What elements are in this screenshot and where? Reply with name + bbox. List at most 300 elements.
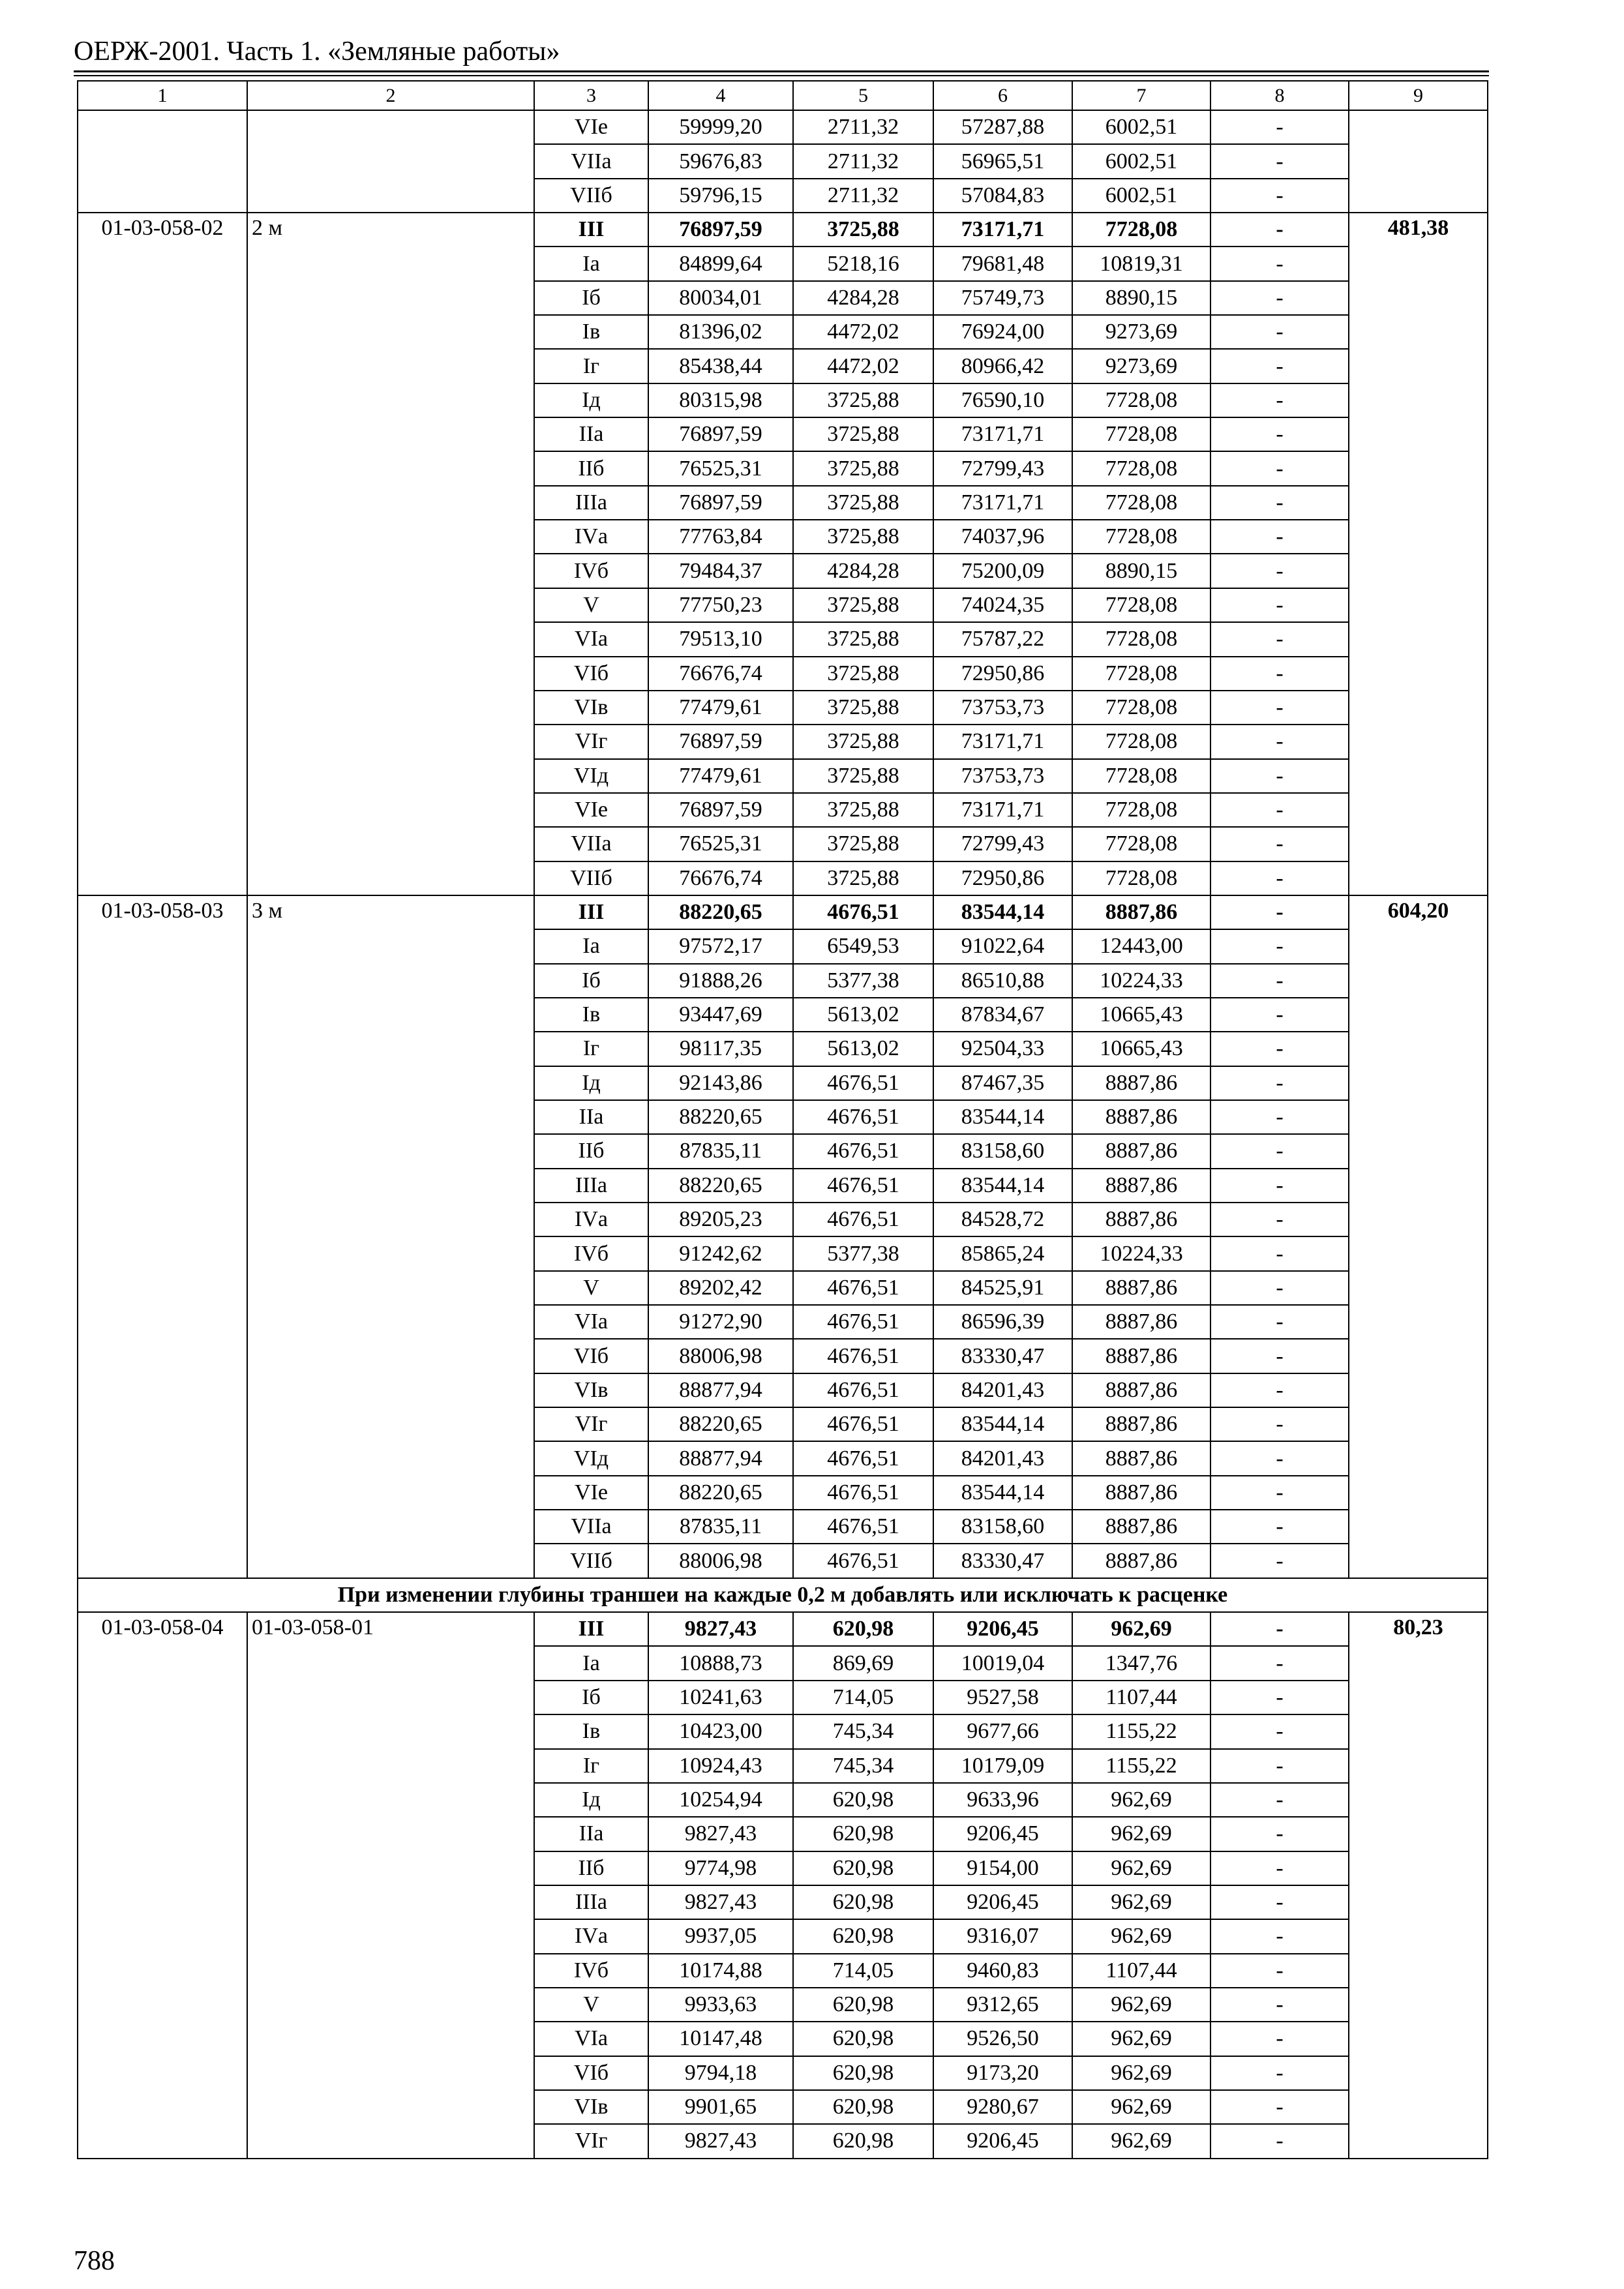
table-cell: 76897,59 [648,213,793,247]
table-cell: 72799,43 [933,827,1072,861]
table-cell: 7728,08 [1072,793,1210,827]
table-cell: Iа [534,929,648,963]
table-cell: 4676,51 [793,1544,933,1578]
table-cell: 1347,76 [1072,1646,1210,1680]
table-cell: 80966,42 [933,349,1072,383]
labor-total: 80,23 [1349,1612,1488,2159]
table-cell: 4676,51 [793,1134,933,1168]
table-cell: 77479,61 [648,691,793,725]
column-number: 6 [933,81,1072,110]
table-row [78,1612,1488,1646]
table-cell: 4676,51 [793,1339,933,1373]
table-cell: 4284,28 [793,554,933,588]
table-row [78,895,1488,929]
table-cell: 8887,86 [1072,1169,1210,1203]
table-cell: - [1210,1407,1349,1441]
table-cell: - [1210,861,1349,895]
table-cell: - [1210,1203,1349,1236]
column-number: 9 [1349,81,1488,110]
table-cell: 962,69 [1072,1885,1210,1919]
table-cell: 8887,86 [1072,1544,1210,1578]
table-cell: 75749,73 [933,281,1072,315]
table-cell: 9827,43 [648,1817,793,1851]
table-cell: VIд [534,1441,648,1475]
table-cell: 3725,88 [793,588,933,622]
note-text: При изменении глубины траншеи на каждые 0,2 м добавлять или исключать к расценке [78,1578,1488,1612]
table-cell: 3725,88 [793,861,933,895]
table-cell: 9206,45 [933,1817,1072,1851]
table-cell: 79513,10 [648,622,793,656]
table-cell: 84899,64 [648,247,793,280]
labor-total [1349,110,1488,213]
table-cell: Iг [534,1032,648,1066]
table-cell: - [1210,1885,1349,1919]
table-cell: 79484,37 [648,554,793,588]
table-cell: 8887,86 [1072,1271,1210,1305]
table-cell: - [1210,1305,1349,1339]
table-cell: 4676,51 [793,1203,933,1236]
table-cell: III [534,213,648,247]
table-cell: 10888,73 [648,1646,793,1680]
table-cell: 2711,32 [793,179,933,213]
table-cell: 89205,23 [648,1203,793,1236]
table-cell: 9206,45 [933,1612,1072,1646]
table-cell: 9460,83 [933,1954,1072,1988]
table-cell: 7728,08 [1072,383,1210,417]
table-cell: 8887,86 [1072,1441,1210,1475]
table-cell: 2711,32 [793,144,933,178]
table-cell: 10179,09 [933,1749,1072,1783]
table-cell: - [1210,588,1349,622]
price-table [77,80,1488,2159]
work-name [247,110,534,213]
table-cell: 6002,51 [1072,179,1210,213]
table-cell: VIа [534,2022,648,2056]
table-cell: - [1210,144,1349,178]
table-cell: 8887,86 [1072,1066,1210,1100]
table-cell: 83330,47 [933,1339,1072,1373]
table-cell: 4676,51 [793,895,933,929]
table-cell: IIб [534,1134,648,1168]
work-name: 2 м [247,213,534,895]
column-number: 7 [1072,81,1210,110]
table-cell: III [534,1612,648,1646]
table-cell: 73171,71 [933,417,1072,451]
table-cell: 77763,84 [648,520,793,554]
table-cell: 4472,02 [793,315,933,349]
table-cell: Iв [534,315,648,349]
table-cell: - [1210,520,1349,554]
table-cell: 76676,74 [648,657,793,691]
table-cell: 88877,94 [648,1373,793,1407]
table-cell: V [534,1988,648,2022]
table-cell: 10819,31 [1072,247,1210,280]
table-cell: 10254,94 [648,1783,793,1817]
column-number: 8 [1210,81,1349,110]
table-cell: 74037,96 [933,520,1072,554]
table-cell: Iб [534,964,648,998]
table-cell: 59676,83 [648,144,793,178]
table-cell: IVб [534,554,648,588]
table-cell: 3725,88 [793,759,933,793]
table-cell: - [1210,657,1349,691]
table-cell: - [1210,895,1349,929]
table-cell: 620,98 [793,2056,933,2090]
table-cell: 7728,08 [1072,451,1210,485]
table-cell: 6002,51 [1072,110,1210,144]
table-cell: 962,69 [1072,1988,1210,2022]
header-rule [74,70,1489,72]
table-cell: 83158,60 [933,1134,1072,1168]
table-cell: - [1210,929,1349,963]
table-cell: 3725,88 [793,725,933,758]
table-cell: - [1210,1851,1349,1885]
table-cell: 1155,22 [1072,1749,1210,1783]
table-cell: Iг [534,1749,648,1783]
table-cell: IIIа [534,1885,648,1919]
table-cell: 88006,98 [648,1544,793,1578]
table-cell: 73171,71 [933,793,1072,827]
table-cell: 76525,31 [648,451,793,485]
table-cell: - [1210,1988,1349,2022]
table-cell: VIIб [534,179,648,213]
table-cell: 73753,73 [933,691,1072,725]
table-cell: 85438,44 [648,349,793,383]
table-cell: 8887,86 [1072,1305,1210,1339]
table-cell: 6002,51 [1072,144,1210,178]
table-cell: Iа [534,1646,648,1680]
table-cell: 9206,45 [933,1885,1072,1919]
table-cell: 85865,24 [933,1236,1072,1270]
table-cell: Iб [534,1681,648,1714]
table-cell: IIа [534,417,648,451]
table-cell: VIв [534,691,648,725]
table-cell: - [1210,1646,1349,1680]
table-cell: 76924,00 [933,315,1072,349]
rate-code: 01-03-058-04 [78,1612,247,2159]
table-cell: 3725,88 [793,793,933,827]
table-cell: 1107,44 [1072,1681,1210,1714]
table-cell: 5613,02 [793,998,933,1032]
table-cell: 962,69 [1072,1851,1210,1885]
table-cell: - [1210,213,1349,247]
table-cell: 9312,65 [933,1988,1072,2022]
table-cell: VIг [534,725,648,758]
table-cell: - [1210,2022,1349,2056]
table-cell: - [1210,247,1349,280]
table-cell: VIIа [534,144,648,178]
table-cell: - [1210,2056,1349,2090]
table-cell: 8887,86 [1072,1407,1210,1441]
table-cell: VIд [534,759,648,793]
table-cell: 83544,14 [933,1476,1072,1510]
table-cell: 9280,67 [933,2090,1072,2124]
table-cell: 8887,86 [1072,1373,1210,1407]
table-cell: 4676,51 [793,1510,933,1544]
table-cell: - [1210,1066,1349,1100]
table-cell: 962,69 [1072,2022,1210,2056]
table-cell: 88006,98 [648,1339,793,1373]
table-cell: IIIа [534,486,648,520]
table-cell: 9273,69 [1072,315,1210,349]
table-cell: - [1210,1612,1349,1646]
table-cell: 620,98 [793,1817,933,1851]
table-cell: 7728,08 [1072,622,1210,656]
table-cell: 4676,51 [793,1305,933,1339]
table-cell: - [1210,2124,1349,2158]
table-cell: 9633,96 [933,1783,1072,1817]
table-cell: 5613,02 [793,1032,933,1066]
table-cell: 9827,43 [648,1612,793,1646]
table-cell: V [534,588,648,622]
table-cell: 745,34 [793,1749,933,1783]
table-cell: 7728,08 [1072,520,1210,554]
table-cell: 10924,43 [648,1749,793,1783]
table-cell: - [1210,1783,1349,1817]
table-cell: 9933,63 [648,1988,793,2022]
table-cell: 5218,16 [793,247,933,280]
table-cell: 4676,51 [793,1407,933,1441]
table-cell: - [1210,622,1349,656]
column-number: 4 [648,81,793,110]
table-cell: 76897,59 [648,793,793,827]
table-cell: 2711,32 [793,110,933,144]
table-cell: 620,98 [793,1919,933,1953]
table-cell: 7728,08 [1072,861,1210,895]
table-cell: - [1210,1817,1349,1851]
table-cell: 73171,71 [933,725,1072,758]
table-cell: 76590,10 [933,383,1072,417]
table-cell: 4676,51 [793,1373,933,1407]
table-cell: 57287,88 [933,110,1072,144]
table-cell: 620,98 [793,2022,933,2056]
table-cell: 76897,59 [648,725,793,758]
note-row [78,1578,1488,1612]
table-cell: 76897,59 [648,417,793,451]
table-cell: - [1210,1476,1349,1510]
table-cell: 7728,08 [1072,759,1210,793]
table-cell: V [534,1271,648,1305]
column-number: 5 [793,81,933,110]
table-cell: 3725,88 [793,417,933,451]
table-cell: 12443,00 [1072,929,1210,963]
table-cell: 4676,51 [793,1441,933,1475]
table-cell: 4676,51 [793,1100,933,1134]
table-cell: 4676,51 [793,1476,933,1510]
table-cell: 83158,60 [933,1510,1072,1544]
table-cell: 962,69 [1072,2090,1210,2124]
table-cell: 93447,69 [648,998,793,1032]
table-cell: VIе [534,110,648,144]
table-row [78,110,1488,144]
table-cell: 620,98 [793,1885,933,1919]
table-cell: 83544,14 [933,1407,1072,1441]
table-cell: - [1210,281,1349,315]
table-cell: VIв [534,1373,648,1407]
table-cell: 9827,43 [648,2124,793,2158]
table-cell: 9794,18 [648,2056,793,2090]
table-cell: 3725,88 [793,622,933,656]
table-cell: 72950,86 [933,861,1072,895]
table-cell: 9526,50 [933,2022,1072,2056]
table-cell: - [1210,998,1349,1032]
table-cell: - [1210,1100,1349,1134]
table-cell: 72950,86 [933,657,1072,691]
table-cell: 8887,86 [1072,895,1210,929]
table-cell: 7728,08 [1072,725,1210,758]
table-cell: - [1210,1169,1349,1203]
table-cell: 84528,72 [933,1203,1072,1236]
table-cell: 3725,88 [793,827,933,861]
table-cell: 76897,59 [648,486,793,520]
table-cell: - [1210,383,1349,417]
table-cell: VIб [534,1339,648,1373]
work-name: 3 м [247,895,534,1578]
table-cell: VIIб [534,1544,648,1578]
table-cell: VIа [534,1305,648,1339]
table-cell: 86596,39 [933,1305,1072,1339]
table-cell: 7728,08 [1072,588,1210,622]
table-cell: 9206,45 [933,2124,1072,2158]
table-cell: 745,34 [793,1714,933,1748]
table-cell: 714,05 [793,1954,933,1988]
table-cell: - [1210,315,1349,349]
table-cell: 87835,11 [648,1134,793,1168]
table-cell: 83544,14 [933,895,1072,929]
table-cell: 75787,22 [933,622,1072,656]
table-cell: 98117,35 [648,1032,793,1066]
table-cell: 3725,88 [793,451,933,485]
table-cell: 84525,91 [933,1271,1072,1305]
table-cell: - [1210,1544,1349,1578]
table-cell: - [1210,1919,1349,1953]
table-cell: - [1210,1373,1349,1407]
table-cell: 89202,42 [648,1271,793,1305]
table-cell: 9316,07 [933,1919,1072,1953]
table-cell: IVа [534,1919,648,1953]
column-number: 3 [534,81,648,110]
table-cell: 10224,33 [1072,964,1210,998]
table-cell: 10224,33 [1072,1236,1210,1270]
table-cell: 8887,86 [1072,1134,1210,1168]
table-cell: 74024,35 [933,588,1072,622]
table-cell: 7728,08 [1072,417,1210,451]
header-rule-thin [74,75,1489,76]
table-cell: IVб [534,1954,648,1988]
table-cell: 91022,64 [933,929,1072,963]
table-cell: 9901,65 [648,2090,793,2124]
table-cell: - [1210,793,1349,827]
table-cell: VIг [534,1407,648,1441]
table-cell: 10174,88 [648,1954,793,1988]
work-name: 01-03-058-01 [247,1612,534,2159]
table-cell: 3725,88 [793,383,933,417]
table-cell: 5377,38 [793,964,933,998]
table-cell: - [1210,1271,1349,1305]
rate-code: 01-03-058-03 [78,895,247,1578]
table-cell: VIIа [534,1510,648,1544]
table-cell: IVа [534,520,648,554]
table-cell: 84201,43 [933,1373,1072,1407]
column-number-row [78,81,1488,110]
table-cell: - [1210,759,1349,793]
table-cell: VIIа [534,827,648,861]
table-cell: Iд [534,1066,648,1100]
table-cell: 3725,88 [793,657,933,691]
table-cell: 88220,65 [648,1100,793,1134]
table-cell: - [1210,451,1349,485]
table-cell: 77479,61 [648,759,793,793]
column-number: 1 [78,81,247,110]
table-cell: Iа [534,247,648,280]
table-cell: 92504,33 [933,1032,1072,1066]
table-cell: 7728,08 [1072,657,1210,691]
table-cell: - [1210,1032,1349,1066]
table-cell: 7728,08 [1072,691,1210,725]
table-cell: - [1210,1134,1349,1168]
table-cell: 9827,43 [648,1885,793,1919]
table-cell: - [1210,1441,1349,1475]
table-cell: 9154,00 [933,1851,1072,1885]
table-cell: 1107,44 [1072,1954,1210,1988]
table-cell: - [1210,417,1349,451]
table-cell: - [1210,1954,1349,1988]
table-row [78,213,1488,247]
table-cell: 714,05 [793,1681,933,1714]
table-cell: VIе [534,793,648,827]
rate-code: 01-03-058-02 [78,213,247,895]
table-cell: 91888,26 [648,964,793,998]
table-cell: 620,98 [793,1851,933,1885]
table-cell: VIв [534,2090,648,2124]
table-cell: VIг [534,2124,648,2158]
table-cell: 88220,65 [648,1407,793,1441]
table-cell: 9677,66 [933,1714,1072,1748]
table-cell: - [1210,179,1349,213]
table-cell: 7728,08 [1072,213,1210,247]
table-cell: 6549,53 [793,929,933,963]
table-cell: 5377,38 [793,1236,933,1270]
table-cell: Iд [534,383,648,417]
table-cell: 80034,01 [648,281,793,315]
table-cell: 869,69 [793,1646,933,1680]
table-cell: 10241,63 [648,1681,793,1714]
table-cell: Iв [534,998,648,1032]
table-cell: 9774,98 [648,1851,793,1885]
table-cell: 962,69 [1072,1817,1210,1851]
table-cell: - [1210,725,1349,758]
labor-total: 481,38 [1349,213,1488,895]
table-cell: 88877,94 [648,1441,793,1475]
table-cell: IIIа [534,1169,648,1203]
table-cell: 4676,51 [793,1066,933,1100]
table-cell: 88220,65 [648,1169,793,1203]
table-cell: - [1210,827,1349,861]
table-cell: 92143,86 [648,1066,793,1100]
table-cell: 10147,48 [648,2022,793,2056]
table-cell: 8887,86 [1072,1100,1210,1134]
table-cell: - [1210,349,1349,383]
table-cell: 4676,51 [793,1169,933,1203]
table-cell: 962,69 [1072,2124,1210,2158]
table-cell: 83544,14 [933,1100,1072,1134]
table-cell: - [1210,2090,1349,2124]
table-cell: 962,69 [1072,1612,1210,1646]
table-cell: 87834,67 [933,998,1072,1032]
table-cell: 76676,74 [648,861,793,895]
table-cell: 77750,23 [648,588,793,622]
table-cell: 9273,69 [1072,349,1210,383]
